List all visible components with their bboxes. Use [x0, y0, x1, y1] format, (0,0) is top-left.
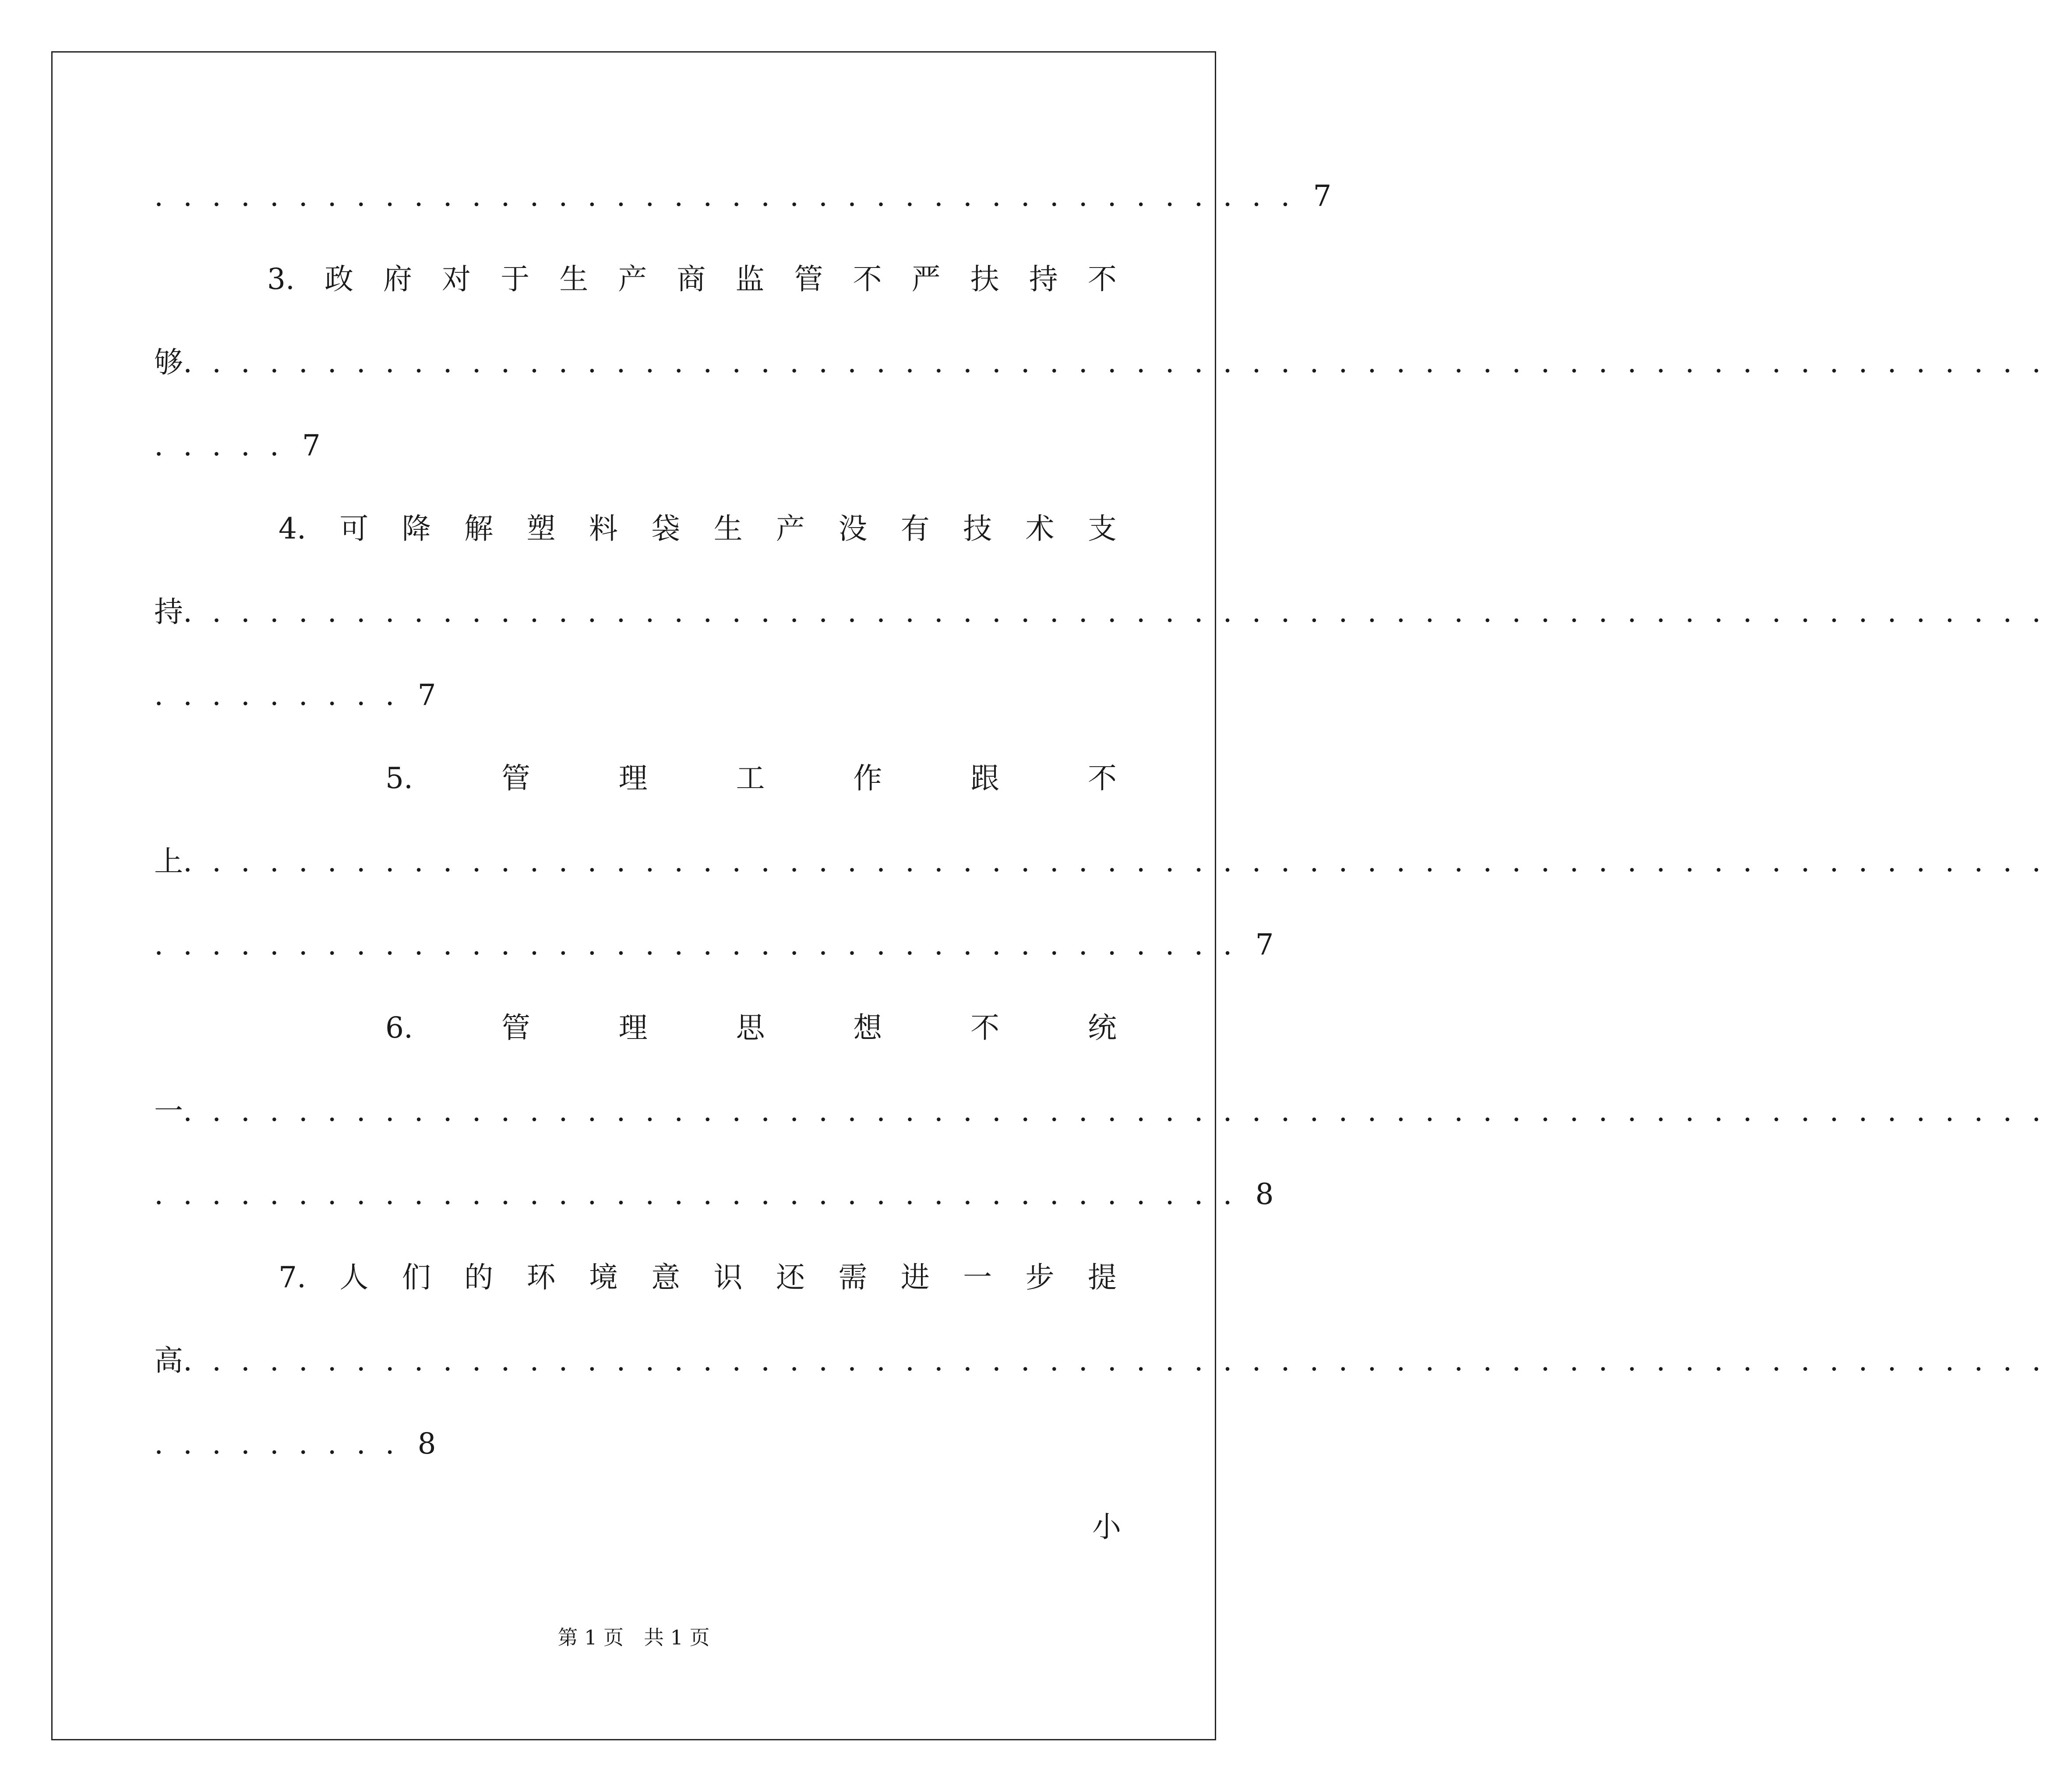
entry-char: 管	[501, 1011, 530, 1045]
entry-char: 不	[970, 1011, 1000, 1045]
entry-char: 生	[713, 512, 743, 546]
toc-entry-3	[267, 257, 1117, 301]
entry-char: 扶	[970, 262, 999, 296]
toc-entry-5-continuation	[154, 840, 2046, 884]
leader-dots: . . . . . . . . . . . . . . . . . . . . . . . . . . . . . . . . . . . . . .	[154, 928, 1238, 961]
entry-char: 对	[442, 262, 471, 296]
entry-char: 思	[736, 1011, 765, 1045]
toc-entry-6	[385, 1006, 1117, 1050]
entry-char: 统	[1087, 1011, 1117, 1045]
leader-dots: . . . . . . . . . . . . . . . . . . . . . . . . . . . . . . . . . . . . . . . . . . . . . . . . . . . . . . . . . . . . . . . . .	[183, 1344, 2046, 1377]
entry-char: 管	[794, 262, 823, 296]
toc-entry-7-page-line	[154, 1422, 548, 1466]
entry-char: 不	[853, 262, 882, 296]
entry-char: 管	[501, 761, 530, 795]
toc-entry-6-page-line	[154, 1172, 1274, 1216]
page-number: 7	[1255, 928, 1274, 961]
toc-entry-6-continuation	[154, 1089, 2046, 1133]
toc-entry-7	[279, 1256, 1117, 1299]
entry-char: 小	[1092, 1510, 1121, 1544]
entry-char: 技	[963, 512, 992, 546]
entry-char: 持	[1029, 262, 1058, 296]
entry-char: 一	[963, 1260, 992, 1294]
entry-char: 不	[1087, 761, 1117, 795]
entry-char: 高	[154, 1344, 183, 1377]
entry-char: 跟	[970, 761, 1000, 795]
page-footer	[0, 1624, 1267, 1651]
entry-number: 7.	[279, 1260, 306, 1294]
entry-char: 境	[589, 1260, 618, 1294]
page-number: 8	[1255, 1177, 1274, 1211]
entry-char: 有	[900, 512, 930, 546]
entry-char: 步	[1025, 1260, 1055, 1294]
toc-entry-3-page-line	[154, 424, 504, 468]
entry-char: 工	[736, 761, 765, 795]
toc-entry-4-page-line	[154, 673, 548, 717]
toc-line-continuation	[154, 174, 1332, 218]
entry-number: 6.	[385, 1011, 413, 1045]
entry-char: 商	[677, 262, 706, 296]
leader-dots: . . . . . . . . . . . . . . . . . . . . . . . . . . . . . . . . . . . . . . . .	[154, 179, 1295, 213]
page-number: 7	[417, 678, 436, 712]
page-number: 7	[302, 429, 321, 462]
entry-char: 进	[900, 1260, 930, 1294]
entry-char: 料	[589, 512, 618, 546]
entry-char: 环	[526, 1260, 556, 1294]
entry-char: 降	[402, 512, 431, 546]
entry-char: 想	[853, 1011, 882, 1045]
toc-entry-5	[385, 757, 1117, 800]
page-border	[51, 51, 1216, 1740]
entry-char: 们	[402, 1260, 431, 1294]
page-number: 7	[1313, 179, 1332, 213]
toc-entry-4-continuation	[154, 590, 2046, 634]
entry-char: 理	[618, 761, 648, 795]
leader-dots: . . . . . . . . . . . . . . . . . . . . . . . . . . . . . . . . . . . . . . . . . . . . . . . . . . . . . . . . . . . . . . . . .	[183, 595, 2046, 629]
page-number: 8	[417, 1427, 436, 1461]
entry-char: 政	[325, 262, 354, 296]
entry-char: 上	[154, 845, 183, 878]
entry-char: 作	[853, 761, 882, 795]
entry-char: 识	[713, 1260, 743, 1294]
entry-char: 持	[154, 595, 183, 629]
leader-dots: . . . . .	[154, 429, 284, 462]
entry-char: 理	[618, 1011, 648, 1045]
toc-trailing-text	[1082, 1505, 1121, 1549]
entry-char: 解	[464, 512, 494, 546]
entry-char: 没	[838, 512, 868, 546]
entry-char: 府	[383, 262, 413, 296]
entry-char: 监	[735, 262, 765, 296]
leader-dots: . . . . . . . . . . . . . . . . . . . . . . . . . . . . . . . . . . . . . . . . . . . . . . . . . . . . . . . . . . . . . . . . .	[183, 845, 2046, 878]
entry-number: 5.	[385, 761, 413, 795]
entry-char: 于	[501, 262, 530, 296]
entry-char: 还	[776, 1260, 805, 1294]
leader-dots: . . . . . . . . . . . . . . . . . . . . . . . . . . . . . . . . . . . . . . . . . . . . . . . . . . . . . . . . . . . . . . . . .	[183, 345, 2046, 379]
entry-char: 不	[1087, 262, 1117, 296]
entry-number: 3.	[267, 262, 295, 296]
entry-char: 意	[651, 1260, 681, 1294]
toc-entry-5-page-line	[154, 923, 1274, 967]
entry-char: 严	[911, 262, 941, 296]
entry-char: 一	[154, 1094, 183, 1128]
entry-char: 袋	[651, 512, 681, 546]
entry-char: 产	[776, 512, 805, 546]
entry-char: 够	[154, 345, 183, 379]
leader-dots: . . . . . . . . .	[154, 1427, 400, 1461]
toc-entry-4	[279, 507, 1117, 551]
entry-char: 的	[464, 1260, 494, 1294]
entry-char: 术	[1025, 512, 1055, 546]
page-counter: 第 1 页 共 1 页	[557, 1626, 710, 1649]
entry-char: 可	[339, 512, 369, 546]
leader-dots: . . . . . . . . . . . . . . . . . . . . . . . . . . . . . . . . . . . . . .	[154, 1177, 1238, 1211]
leader-dots: . . . . . . . . . . . . . . . . . . . . . . . . . . . . . . . . . . . . . . . . . . . . . . . . . . . . . . . . . . . . . . . . .	[183, 1094, 2046, 1128]
entry-char: 提	[1087, 1260, 1117, 1294]
toc-entry-3-continuation	[154, 341, 2046, 384]
entry-char: 支	[1087, 512, 1117, 546]
entry-char: 人	[339, 1260, 369, 1294]
leader-dots: . . . . . . . . .	[154, 678, 400, 712]
entry-char: 生	[559, 262, 589, 296]
entry-number: 4.	[279, 512, 306, 546]
entry-char: 塑	[526, 512, 556, 546]
entry-char: 需	[838, 1260, 868, 1294]
toc-entry-7-continuation	[154, 1339, 2046, 1383]
entry-char: 产	[618, 262, 647, 296]
